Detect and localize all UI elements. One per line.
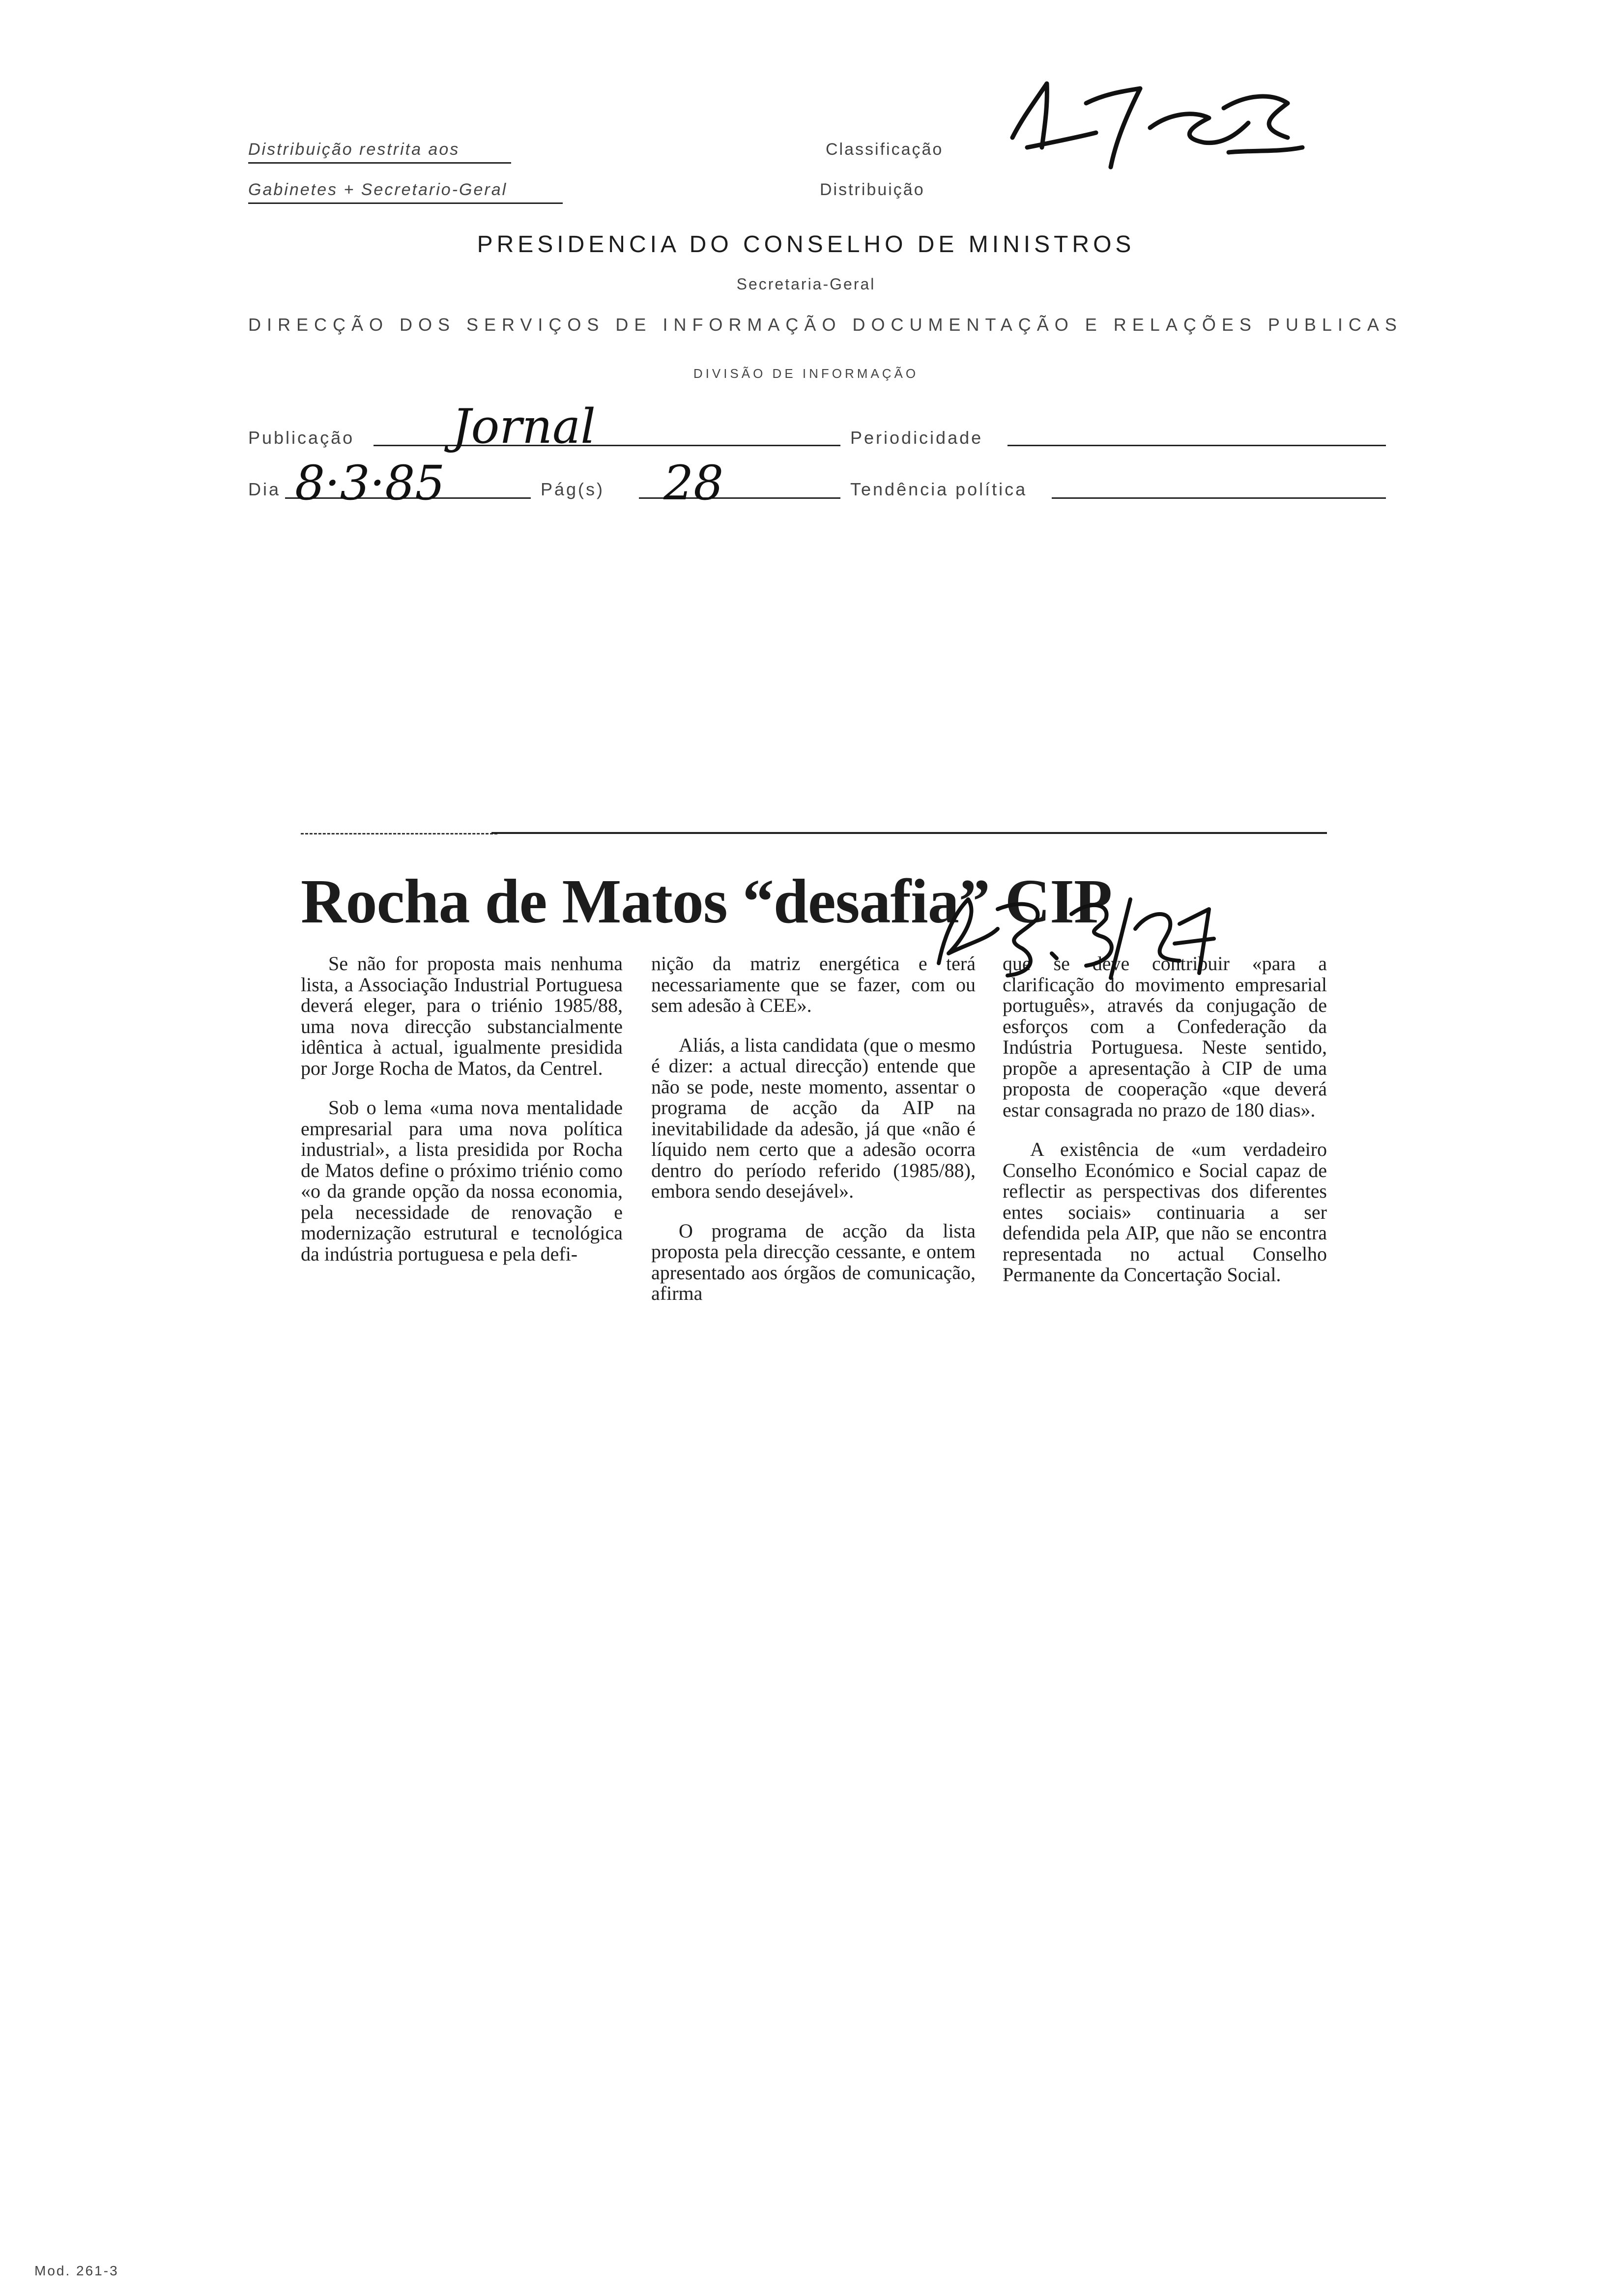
article-column-2	[651, 953, 976, 1323]
tendencia-line	[1052, 497, 1386, 499]
pags-value: 28	[663, 456, 724, 511]
col2-paragraph: O programa de acção da lista proposta pela direcção cessante, e ontem apresentado aos órgãos de comunicação, afirma	[651, 1219, 976, 1304]
distribution-line-1: Distribuição restrita aos	[248, 140, 511, 164]
article-rule	[491, 832, 1327, 834]
periodicidade-label: Periodicidade	[850, 428, 983, 448]
publicacao-value: Jornal	[452, 399, 596, 454]
org-title: PRESIDENCIA DO CONSELHO DE MINISTROS	[477, 231, 1135, 258]
department-line: DIRECÇÃO DOS SERVIÇOS DE INFORMAÇÃO DOCUMENTAÇÃO E RELAÇÕES PUBLICAS	[248, 315, 1403, 335]
dia-value: 8·3·85	[295, 456, 445, 511]
form-code: Mod. 261-3	[34, 2263, 119, 2278]
dia-label: Dia	[248, 479, 281, 499]
publicacao-label: Publicação	[248, 428, 355, 448]
org-subtitle: Secretaria-Geral	[736, 275, 876, 293]
article-column-1	[301, 953, 623, 1283]
col3-paragraph: que se deve contribuir «para a clarificação do movimento empresarial português», através da conjugação de esforços com a Confederação da Indústria Portuguesa. Neste sentido, propõe a apresentação à CIP de uma proposta de cooperação «que deverá estar consagrada no prazo de 180 dias».	[1003, 952, 1327, 1121]
pags-label: Pág(s)	[541, 479, 605, 499]
handwritten-date-annotation	[924, 880, 1219, 983]
article-rule-dashed	[301, 833, 497, 834]
col2-paragraph: nição da matriz energética e terá necessariamente que se fazer, com ou sem adesão à CEE».	[651, 952, 976, 1016]
col1-paragraph: Se não for proposta mais nenhuma lista, a Associação Industrial Portuguesa deverá eleger, para o triénio 1985/88, uma nova direcção substancialmente idêntica à actual, igualmente presidida por Jorge Rocha de Matos, da Centrel.	[301, 952, 623, 1079]
classificacao-label: Classificação	[826, 140, 944, 159]
col2-paragraph: Aliás, a lista candidata (que o mesmo é dizer: a actual direcção) entende que não se pode, neste momento, assentar o programa de acção da AIP na inevitabilidade da adesão, já que «não é líquido nem certo que a adesão ocorra dentro do período referido (1985/88), embora sendo desejável».	[651, 1033, 976, 1202]
col1-paragraph: Sob o lema «uma nova mentalidade empresarial para uma nova política industrial», a lista presidida por Rocha de Matos define o próximo triénio como «o da grande opção da nossa economia, pela necessidade de renovação e modernização estrutural e tecnológica da indústria portuguesa e pela defi-	[301, 1096, 623, 1265]
periodicidade-line	[1008, 445, 1386, 446]
distribuicao-label: Distribuição	[820, 180, 925, 199]
publicacao-line	[374, 445, 840, 446]
article-column-3	[1003, 953, 1327, 1304]
col3-paragraph: A existência de «um verdadeiro Conselho Económico e Social capaz de reflectir as perspectivas dos diferentes entes sociais» continuaria a ser defendida pela AIP, que não se encontra representada no actual Conselho Permanente da Concertação Social.	[1003, 1138, 1327, 1286]
distribution-line-2: Gabinetes + Secretario-Geral	[248, 180, 563, 204]
article-headline: Rocha de Matos “desafia” CIP	[301, 866, 1112, 936]
tendencia-label: Tendência política	[850, 479, 1028, 499]
division-line: DIVISÃO DE INFORMAÇÃO	[693, 366, 919, 381]
handwritten-corner-mark	[993, 64, 1317, 172]
